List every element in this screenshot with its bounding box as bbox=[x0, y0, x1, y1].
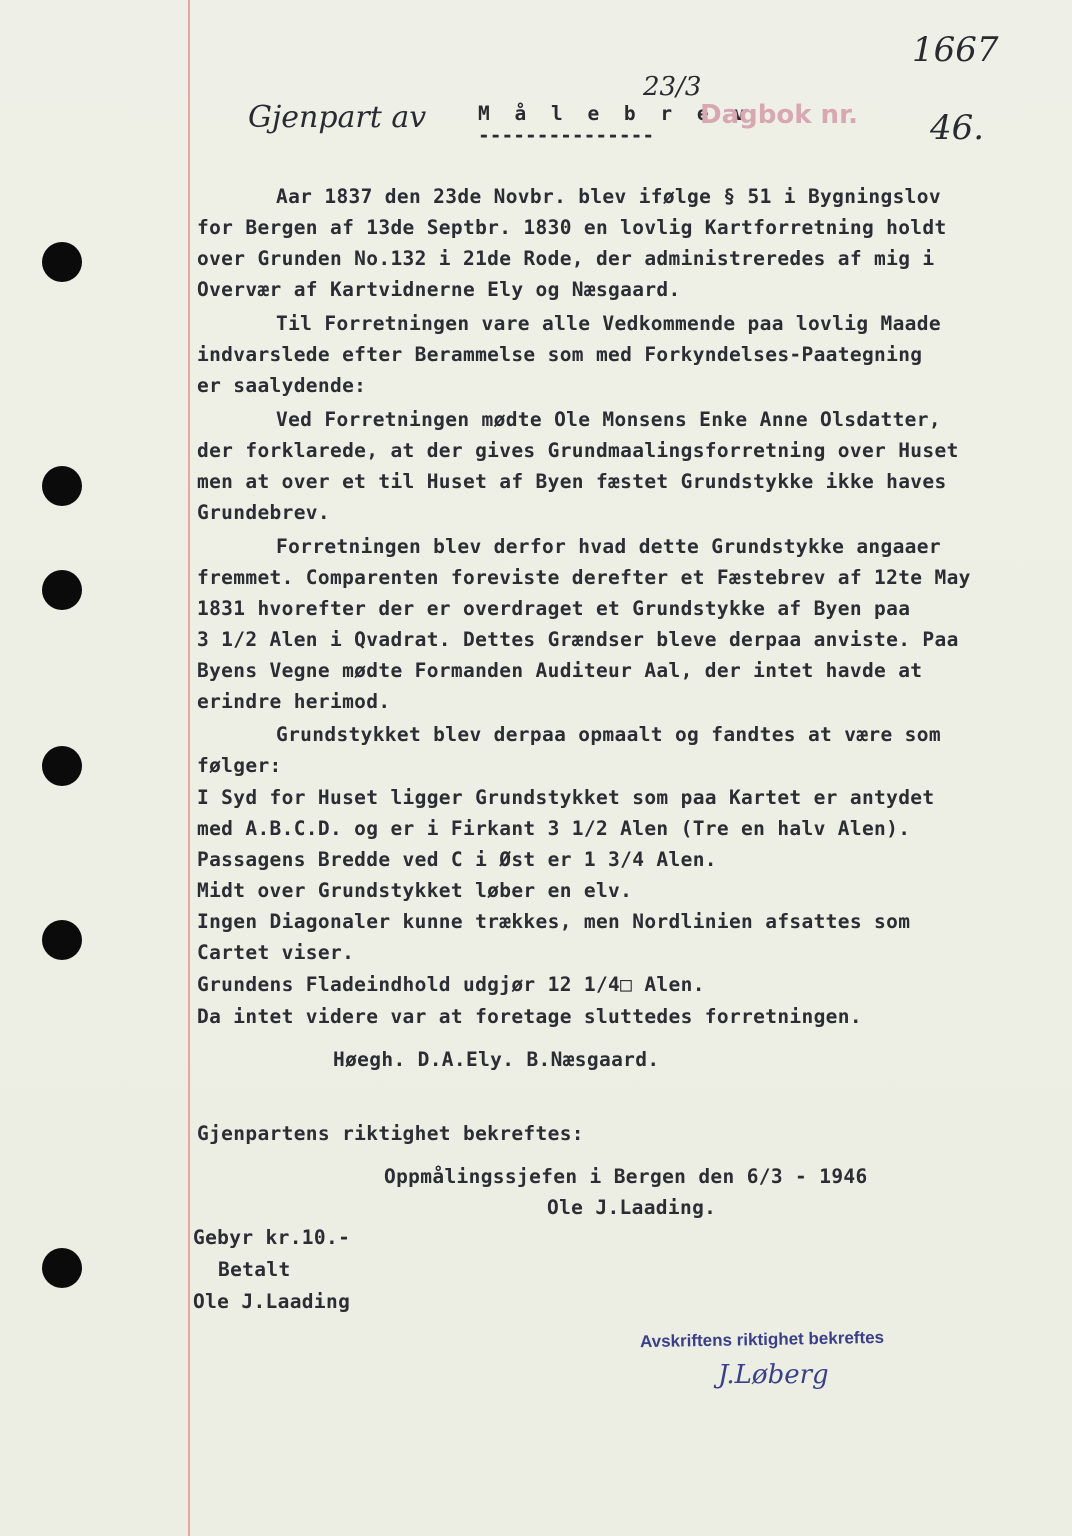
body-line: følger: bbox=[197, 754, 282, 777]
body-line: I Syd for Huset ligger Grundstykket som paa Kartet er antydet bbox=[197, 786, 935, 809]
body-line: er saalydende: bbox=[197, 374, 367, 397]
fee-amount: Gebyr kr.10.- bbox=[193, 1226, 351, 1249]
body-line: Grundstykket blev derpaa opmaalt og fandtes at være som bbox=[276, 723, 941, 746]
punch-hole bbox=[42, 746, 82, 786]
body-line: erindre herimod. bbox=[197, 690, 391, 713]
verification-stamp: Avskriftens riktighet bekreftes bbox=[639, 1327, 885, 1352]
body-line: Passagens Bredde ved C i Øst er 1 3/4 Alen. bbox=[197, 848, 717, 871]
handwritten-number: 1667 bbox=[912, 30, 999, 70]
body-line: for Bergen af 13de Septbr. 1830 en lovlig Kartforretning holdt bbox=[197, 216, 947, 239]
body-line: 3 1/2 Alen i Qvadrat. Dettes Grændser bleve derpaa anviste. Paa bbox=[197, 628, 959, 651]
body-line: Ingen Diagonaler kunne trækkes, men Nordlinien afsattes som bbox=[197, 910, 911, 933]
body-line: 1831 hvorefter der er overdraget et Grundstykke af Byen paa bbox=[197, 597, 911, 620]
handwritten-year: 46. bbox=[930, 108, 985, 148]
punch-hole bbox=[42, 466, 82, 506]
body-line: fremmet. Comparenten foreviste derefter et Fæstebrev af 12te May bbox=[197, 566, 971, 589]
body-line: Grundebrev. bbox=[197, 501, 330, 524]
body-line: Ved Forretningen mødte Ole Monsens Enke Anne Olsdatter, bbox=[276, 408, 941, 431]
body-line: Grundens Fladeindhold udgjør 12 1/4□ Alen. bbox=[197, 973, 705, 996]
certification-signer: Ole J.Laading. bbox=[547, 1196, 717, 1219]
body-line: Overvær af Kartvidnerne Ely og Næsgaard. bbox=[197, 278, 681, 301]
signatures-line: Høegh. D.A.Ely. B.Næsgaard. bbox=[333, 1048, 660, 1071]
body-line: Byens Vegne mødte Formanden Auditeur Aal, der intet havde at bbox=[197, 659, 923, 682]
body-line: Cartet viser. bbox=[197, 941, 355, 964]
punch-hole bbox=[42, 242, 82, 282]
dagbok-stamp: Dagbok nr. bbox=[700, 100, 859, 130]
body-line: Aar 1837 den 23de Novbr. blev ifølge § 51 i Bygningslov bbox=[276, 185, 941, 208]
fee-paid: Betalt bbox=[218, 1258, 291, 1281]
stamp-signature: J.Løberg bbox=[718, 1360, 829, 1390]
title-underline: --------------- bbox=[478, 124, 655, 147]
punch-hole bbox=[42, 570, 82, 610]
handwritten-prefix: Gjenpart av bbox=[248, 100, 427, 135]
body-line: med A.B.C.D. og er i Firkant 3 1/2 Alen (Tre en halv Alen). bbox=[197, 817, 911, 840]
margin-rule bbox=[188, 0, 190, 1536]
handwritten-date: 23/3 bbox=[643, 72, 702, 102]
certification-place-date: Oppmålingssjefen i Bergen den 6/3 - 1946 bbox=[384, 1165, 868, 1188]
punch-hole bbox=[42, 1248, 82, 1288]
body-line: indvarslede efter Berammelse som med Forkyndelses-Paategning bbox=[197, 343, 923, 366]
body-line: men at over et til Huset af Byen fæstet Grundstykke ikke haves bbox=[197, 470, 947, 493]
body-line: Til Forretningen vare alle Vedkommende paa lovlig Maade bbox=[276, 312, 941, 335]
body-line: Da intet videre var at foretage sluttedes forretningen. bbox=[197, 1005, 862, 1028]
body-line: over Grunden No.132 i 21de Rode, der administreredes af mig i bbox=[197, 247, 935, 270]
body-line: Forretningen blev derfor hvad dette Grundstykke angaaer bbox=[276, 535, 941, 558]
document-title: M å l e b r e v bbox=[478, 102, 752, 125]
body-line: der forklarede, at der gives Grundmaalingsforretning over Huset bbox=[197, 439, 959, 462]
certification-heading: Gjenpartens riktighet bekreftes: bbox=[197, 1122, 584, 1145]
fee-signer: Ole J.Laading bbox=[193, 1290, 351, 1313]
punch-hole bbox=[42, 920, 82, 960]
body-line: Midt over Grundstykket løber en elv. bbox=[197, 879, 633, 902]
